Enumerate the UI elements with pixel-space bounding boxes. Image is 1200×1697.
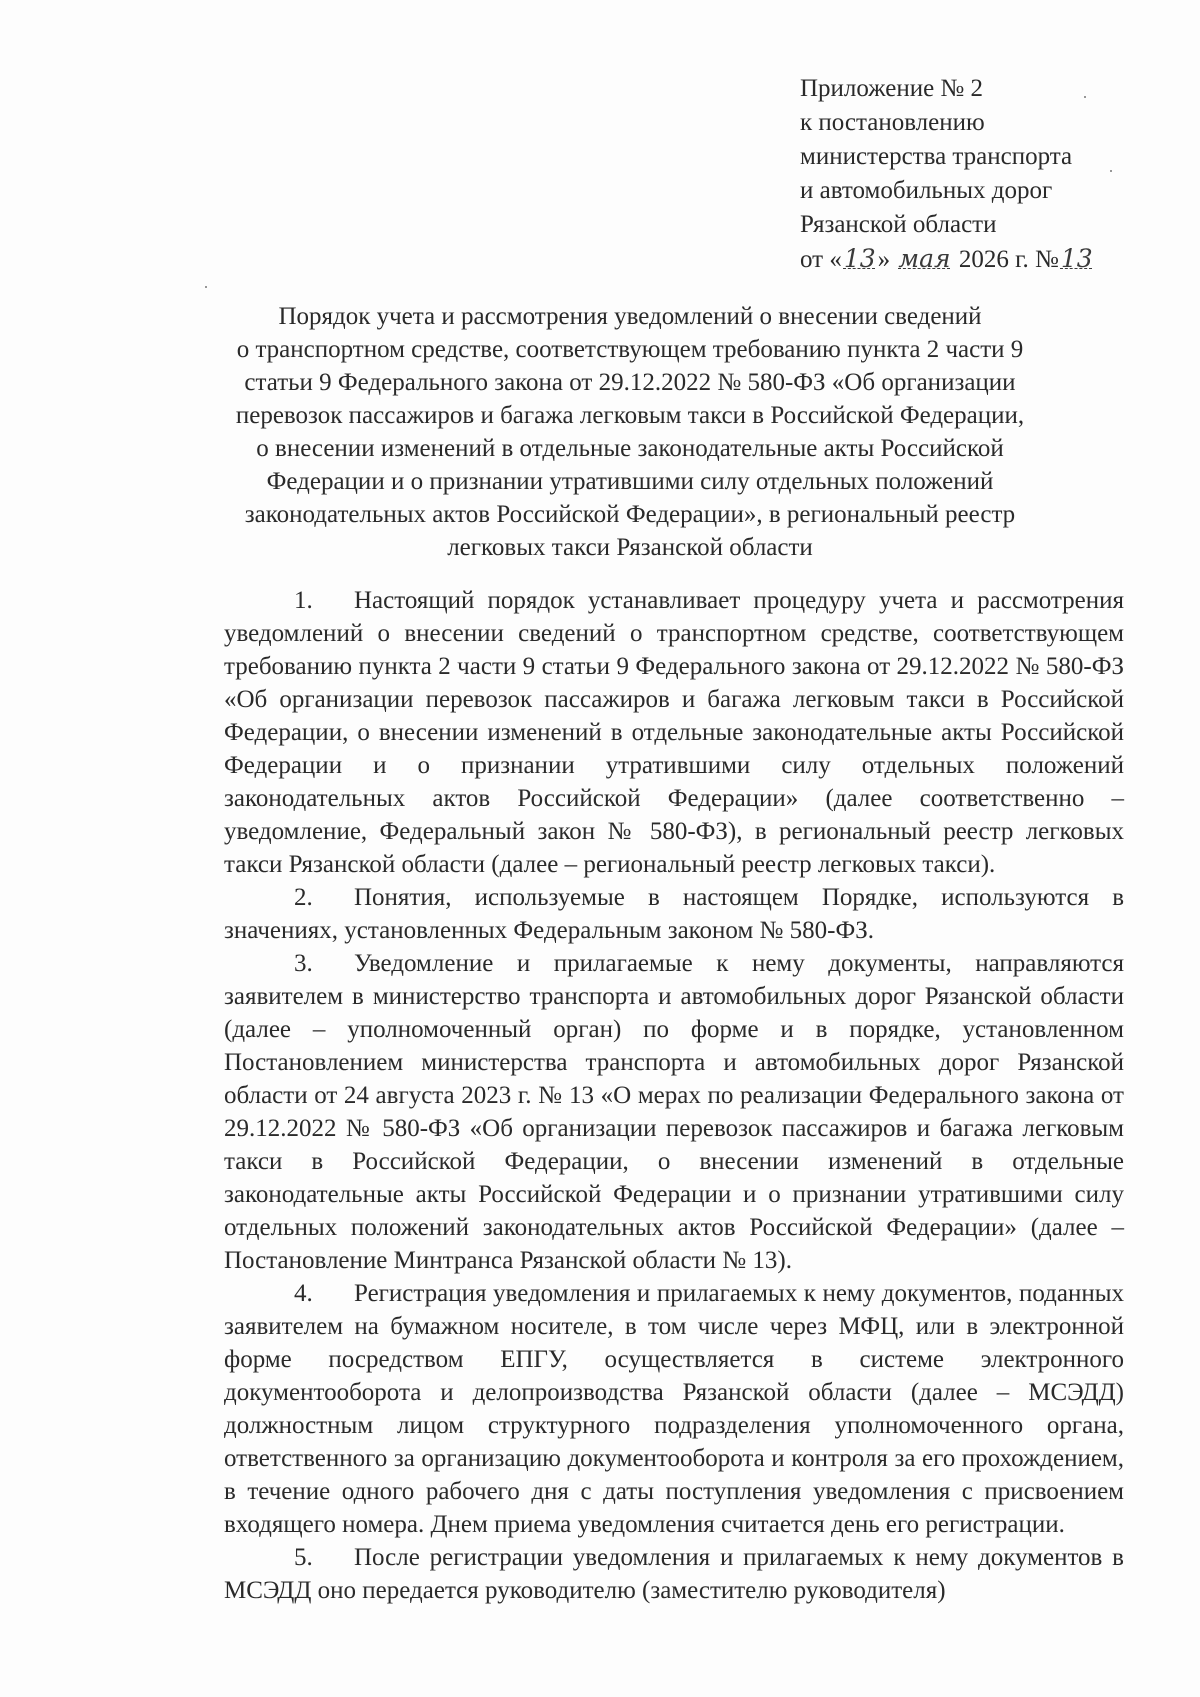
paragraph-text: После регистрации уведомления и прилагаемых к нему документов в МСЭДД оно передается руководителю (заместителю руководителя) — [224, 1544, 1124, 1604]
title-line: перевозок пассажиров и багажа легковым такси в Российской Федерации, — [235, 402, 1025, 429]
paragraph-number: 3. — [294, 950, 313, 977]
scan-speck — [1110, 170, 1112, 172]
paragraph-text: Уведомление и прилагаемые к нему документы, направляются заявителем в министерство транспорта и автомобильных дорог Рязанской области (далее – уполномоченный орган) по форме и в порядке, установленном Постановлением министерства транспорта и автомобильных дорог Рязанской области от 24 августа 2023 г. № 13 «О мерах по реализации Федерального закона от 29.12.2022 № 580-ФЗ «Об организации перевозок пассажиров и багажа легковым такси в Российской Федерации, о внесении изменений в отдельные законодательные акты Российской Федерации и о признании утратившими силу отдельных положений законодательных актов Российской Федерации» (далее – Постановление Минтранса Рязанской области № 13). — [224, 950, 1124, 1274]
scan-speck — [1084, 96, 1086, 98]
paragraph-text: Понятия, используемые в настоящем Порядке, используются в значениях, установленных Федеральным законом № 580-ФЗ. — [224, 884, 1124, 944]
date-day-handwritten: 13 — [843, 244, 876, 273]
title-line: легковых такси Рязанской области — [447, 534, 813, 561]
date-mid: » — [877, 246, 897, 273]
appendix-ministry-line: министерства транспорта — [800, 143, 1073, 170]
paragraph-2 — [224, 881, 1124, 947]
document-number-handwritten: 13 — [1060, 244, 1093, 273]
paragraph-text: Настоящий порядок устанавливает процедуру учета и рассмотрения уведомлений о внесении сведений о транспортном средстве, соответствующем требованию пункта 2 части 9 статьи 9 Федерального закона от 29.12.2022 № 580-ФЗ «Об организации перевозок пассажиров и багажа легковым такси в Российской Федерации, о внесении изменений в отдельные законодательные акты Российской Федерации и о признании утратившими силу отдельных положений законодательных актов Российской Федерации» (далее соответственно – уведомление, Федеральный закон № 580-ФЗ), в региональный реестр легковых такси Рязанской области (далее – региональный реестр легковых такси). — [224, 587, 1124, 878]
title-line: законодательных актов Российской Федерации», в региональный реестр — [244, 501, 1016, 528]
document-title — [200, 300, 1060, 564]
date-month-handwritten: мая — [898, 244, 951, 273]
appendix-region-line: Рязанской области — [800, 211, 997, 238]
scan-speck — [205, 286, 207, 288]
title-line: о транспортном средстве, соответствующем требованию пункта 2 части 9 — [236, 336, 1024, 363]
date-prefix: от « — [800, 246, 842, 273]
paragraph-number: 1. — [294, 587, 313, 614]
appendix-roads-line: и автомобильных дорог — [800, 177, 1053, 204]
paragraph-3 — [224, 947, 1124, 1277]
paragraph-4 — [224, 1277, 1124, 1541]
paragraph-text: Регистрация уведомления и прилагаемых к нему документов, поданных заявителем на бумажном носителе, в том числе через МФЦ, или в электронной форме посредством ЕПГУ, осуществляется в системе электронного документооборота и делопроизводства Рязанской области (далее – МСЭДД) должностным лицом структурного подразделения уполномоченного органа, ответственного за организацию документооборота и контроля за его прохождением, в течение одного рабочего дня с даты поступления уведомления с присвоением входящего номера. Днем приема уведомления считается день его регистрации. — [224, 1280, 1124, 1538]
appendix-ref-line: к постановлению — [800, 109, 985, 136]
title-line: Порядок учета и рассмотрения уведомлений о внесении сведений — [278, 303, 982, 330]
paragraph-number: 2. — [294, 884, 313, 911]
paragraph-5 — [224, 1541, 1124, 1607]
appendix-date-line — [800, 242, 1160, 277]
appendix-number: Приложение № 2 — [800, 75, 984, 102]
title-line: Федерации и о признании утратившими силу отдельных положений — [266, 468, 994, 495]
paragraph-number: 4. — [294, 1280, 313, 1307]
date-year: 2026 г. № — [952, 246, 1059, 273]
paragraph-1 — [224, 584, 1124, 881]
paragraph-number: 5. — [294, 1544, 313, 1571]
document-body — [224, 584, 1124, 1607]
title-line: о внесении изменений в отдельные законодательные акты Российской — [256, 435, 1004, 462]
title-line: статьи 9 Федерального закона от 29.12.2022 № 580-ФЗ «Об организации — [244, 369, 1016, 396]
appendix-header — [800, 72, 1160, 277]
